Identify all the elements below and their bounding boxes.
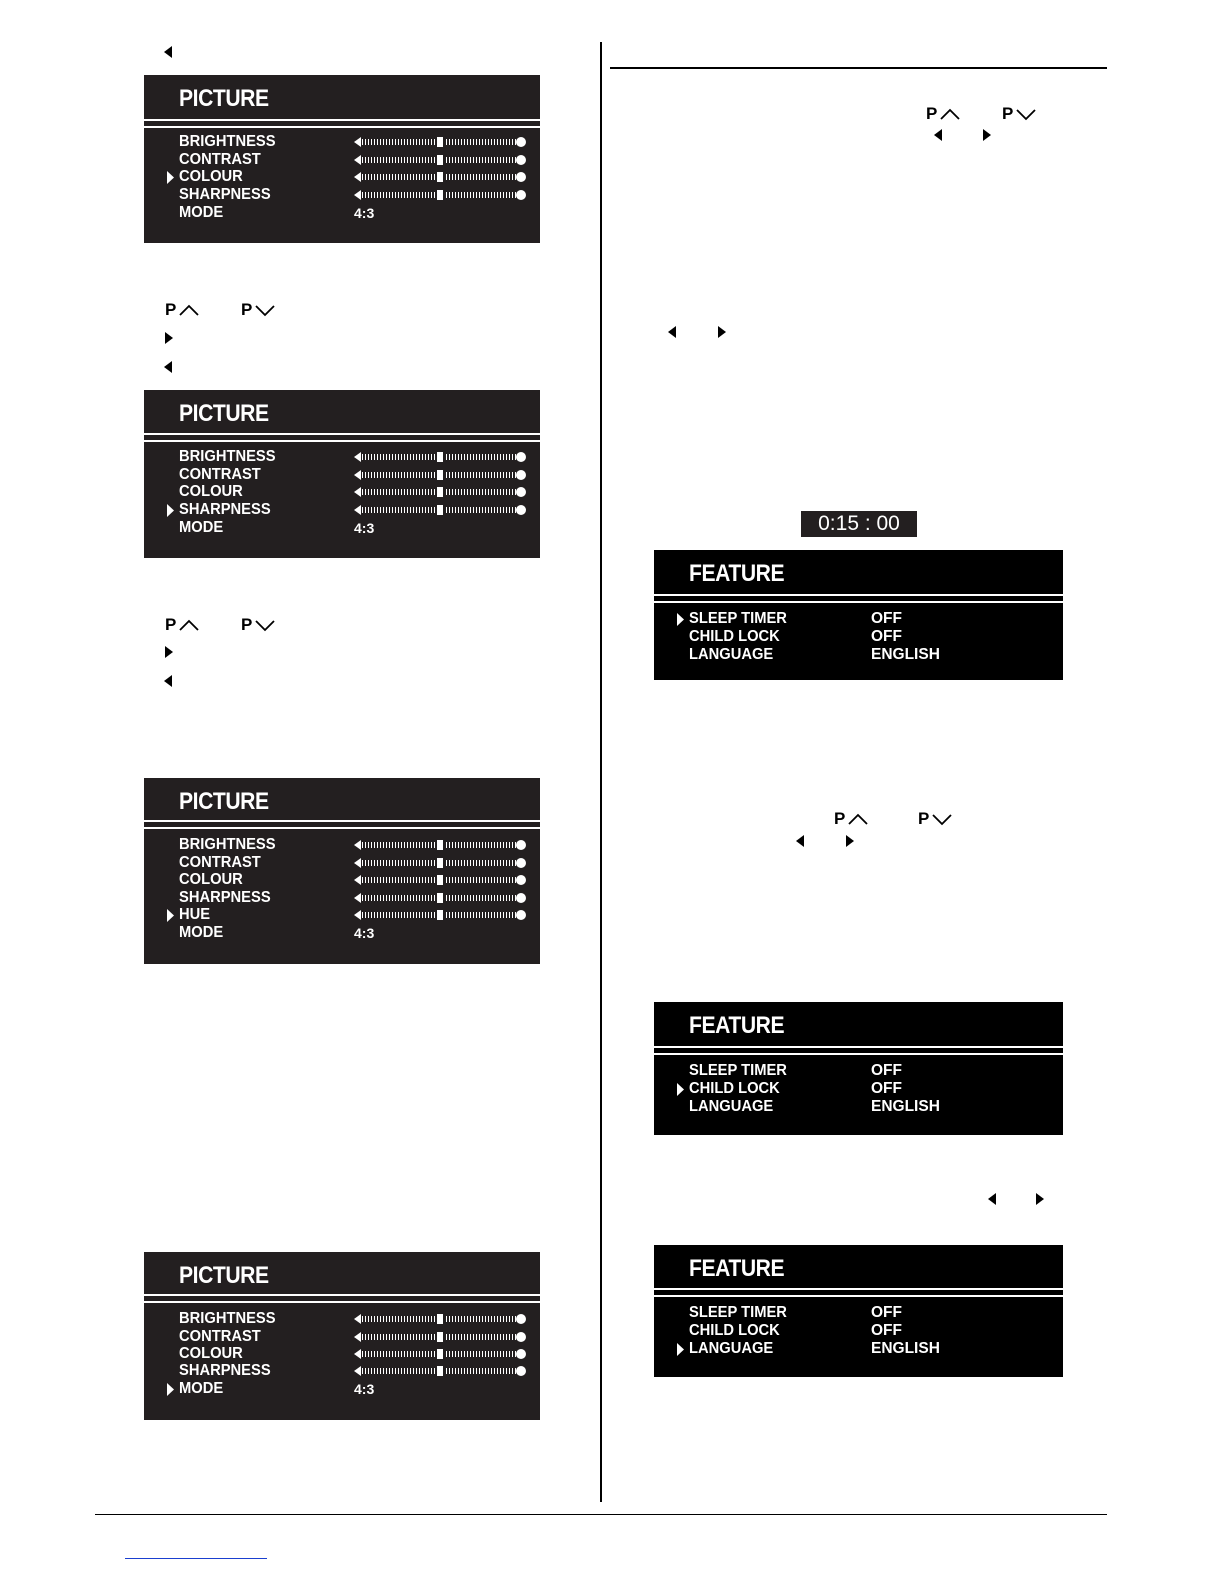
program-up-key: P bbox=[926, 104, 961, 124]
mode-value: 4:3 bbox=[354, 1381, 375, 1397]
contrast-slider[interactable] bbox=[354, 470, 526, 480]
colour-slider[interactable] bbox=[354, 487, 526, 497]
feature-menu: FEATURE SLEEP TIMER OFF CHILD LOCK OFF LANGUAGE ENGLISH bbox=[654, 1002, 1063, 1135]
menu-title: FEATURE bbox=[689, 1012, 785, 1039]
menu-title: FEATURE bbox=[689, 560, 785, 587]
menu-separator bbox=[144, 433, 540, 442]
selection-cursor-icon bbox=[166, 908, 175, 928]
left-arrow-icon bbox=[164, 46, 172, 58]
left-arrow-icon bbox=[934, 129, 942, 141]
picture-menu: PICTURE BRIGHTNESS CONTRAST COLOUR SHARPNESS MODE 4:3 bbox=[144, 390, 540, 558]
program-up-key: P bbox=[165, 300, 200, 320]
picture-menu: PICTURE BRIGHTNESS CONTRAST COLOUR SHARPNESS MODE 4:3 bbox=[144, 1252, 540, 1420]
program-up-icon bbox=[178, 618, 200, 632]
colour-slider[interactable] bbox=[354, 1349, 526, 1359]
contrast-slider[interactable] bbox=[354, 858, 526, 868]
menu-title: PICTURE bbox=[179, 85, 269, 112]
menu-separator bbox=[144, 1294, 540, 1303]
menu-separator bbox=[144, 820, 540, 829]
colour-slider[interactable] bbox=[354, 875, 526, 885]
contrast-slider[interactable] bbox=[354, 155, 526, 165]
section-rule bbox=[610, 67, 1107, 69]
feature-menu: FEATURE SLEEP TIMER OFF CHILD LOCK OFF LANGUAGE ENGLISH bbox=[654, 1245, 1063, 1377]
contrast-slider[interactable] bbox=[354, 1332, 526, 1342]
right-arrow-icon bbox=[165, 332, 173, 344]
left-arrow-icon bbox=[164, 675, 172, 687]
brightness-slider[interactable] bbox=[354, 1314, 526, 1324]
menu-title: FEATURE bbox=[689, 1255, 785, 1282]
selection-cursor-icon bbox=[166, 1382, 175, 1402]
right-arrow-icon bbox=[718, 326, 726, 338]
sharpness-slider[interactable] bbox=[354, 505, 526, 515]
program-down-icon bbox=[1015, 107, 1037, 121]
column-divider bbox=[600, 42, 602, 1502]
sharpness-slider[interactable] bbox=[354, 190, 526, 200]
menu-separator bbox=[654, 1046, 1063, 1055]
left-arrow-icon bbox=[796, 835, 804, 847]
program-up-key: P bbox=[165, 615, 200, 635]
picture-menu: PICTURE BRIGHTNESS CONTRAST COLOUR SHARPNESS HUE MODE 4:3 bbox=[144, 778, 540, 964]
feature-menu: FEATURE SLEEP TIMER OFF CHILD LOCK OFF LANGUAGE ENGLISH bbox=[654, 550, 1063, 680]
selection-cursor-icon bbox=[166, 170, 175, 190]
footer-link-rule bbox=[125, 1558, 267, 1559]
program-down-icon bbox=[254, 618, 276, 632]
menu-title: PICTURE bbox=[179, 400, 269, 427]
left-arrow-icon bbox=[668, 326, 676, 338]
menu-separator bbox=[654, 1288, 1063, 1297]
program-down-icon bbox=[931, 812, 953, 826]
right-arrow-icon bbox=[846, 835, 854, 847]
hue-slider[interactable] bbox=[354, 910, 526, 920]
brightness-slider[interactable] bbox=[354, 452, 526, 462]
mode-value: 4:3 bbox=[354, 205, 375, 221]
colour-slider[interactable] bbox=[354, 172, 526, 182]
menu-title: PICTURE bbox=[179, 788, 269, 815]
menu-separator bbox=[144, 119, 540, 128]
program-up-icon bbox=[847, 812, 869, 826]
program-down-key: P bbox=[241, 300, 276, 320]
mode-value: 4:3 bbox=[354, 925, 375, 941]
left-arrow-icon bbox=[988, 1193, 996, 1205]
sharpness-slider[interactable] bbox=[354, 1366, 526, 1376]
right-arrow-icon bbox=[983, 129, 991, 141]
menu-title: PICTURE bbox=[179, 1262, 269, 1289]
program-up-key: P bbox=[834, 809, 869, 829]
brightness-slider[interactable] bbox=[354, 137, 526, 147]
selection-cursor-icon bbox=[166, 503, 175, 523]
program-up-icon bbox=[939, 107, 961, 121]
mode-value: 4:3 bbox=[354, 520, 375, 536]
page-bottom-rule bbox=[95, 1514, 1107, 1515]
picture-menu: PICTURE BRIGHTNESS CONTRAST COLOUR SHARPNESS MODE 4:3 bbox=[144, 75, 540, 243]
program-down-key: P bbox=[1002, 104, 1037, 124]
program-down-key: P bbox=[241, 615, 276, 635]
selection-cursor-icon bbox=[676, 612, 685, 632]
right-arrow-icon bbox=[165, 646, 173, 658]
brightness-slider[interactable] bbox=[354, 840, 526, 850]
program-up-icon bbox=[178, 303, 200, 317]
sharpness-slider[interactable] bbox=[354, 893, 526, 903]
program-down-icon bbox=[254, 303, 276, 317]
menu-separator bbox=[654, 594, 1063, 603]
sleep-timer-display: 0:15 : 00 bbox=[801, 511, 917, 537]
selection-cursor-icon bbox=[676, 1342, 685, 1362]
right-arrow-icon bbox=[1036, 1193, 1044, 1205]
program-down-key: P bbox=[918, 809, 953, 829]
selection-cursor-icon bbox=[676, 1082, 685, 1102]
left-arrow-icon bbox=[164, 361, 172, 373]
